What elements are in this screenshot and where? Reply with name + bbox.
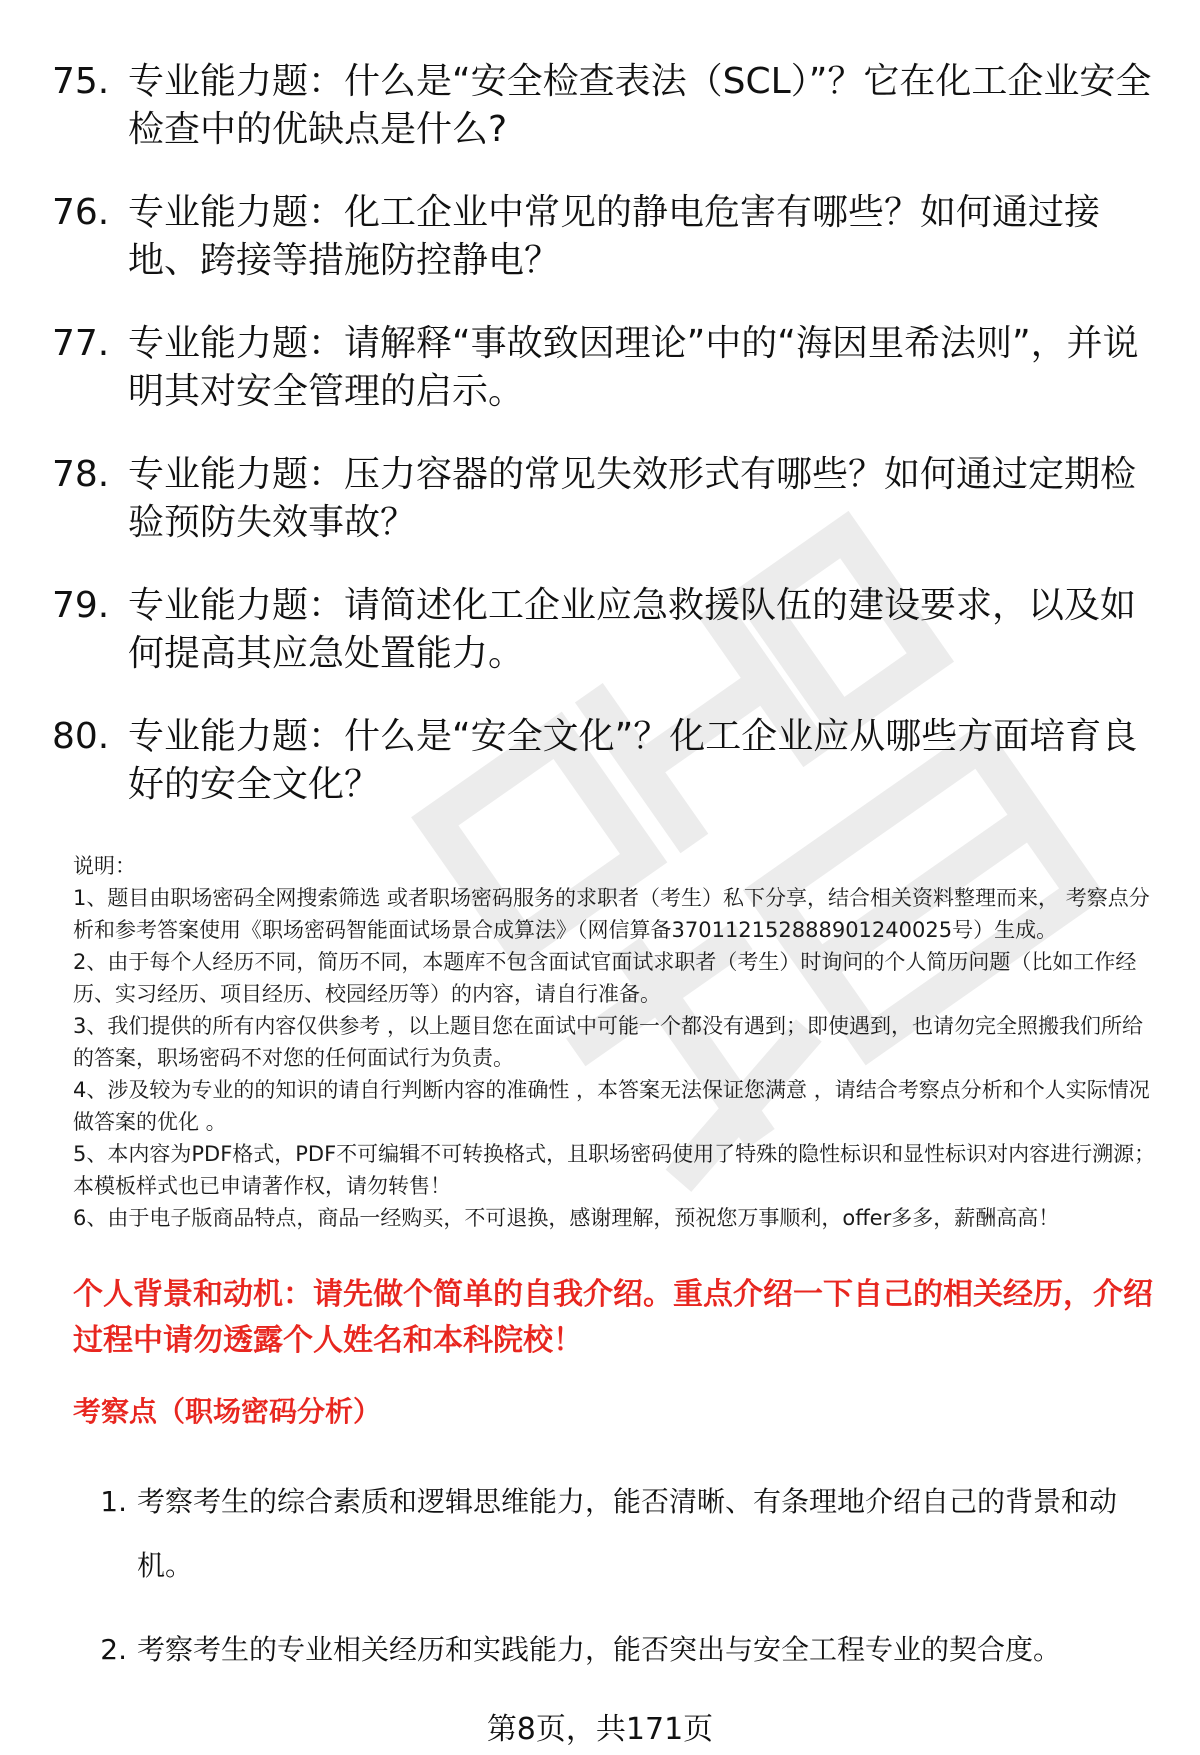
question-text: 专业能力题：压力容器的常见失效形式有哪些？如何通过定期检验预防失效事故？: [128, 454, 1137, 543]
question-text: 专业能力题：化工企业中常见的静电危害有哪些？如何通过接地、跨接等措施防控静电？: [128, 192, 1101, 281]
question-item: [52, 582, 1162, 678]
question-item: [52, 189, 1162, 285]
question-text: 专业能力题：请解释“事故致因理论”中的“海因里希法则”，并说明其对安全管理的启示。: [128, 323, 1139, 412]
note-item: 2、由于每个人经历不同，简历不同，本题库不包含面试官面试求职者（考生）时询问的个人简历问题（比如工作经历、实习经历、项目经历、校园经历等）的内容，请自行准备。: [73, 950, 1137, 1006]
analysis-item: [73, 1618, 1158, 1682]
question-text: 专业能力题：什么是“安全检查表法（SCL）”？它在化工企业安全检查中的优缺点是什么?: [128, 61, 1152, 150]
analysis-item: [73, 1470, 1158, 1598]
note-item: 5、本内容为PDF格式，PDF不可编辑不可转换格式，且职场密码使用了特殊的隐性标识和显性标识对内容进行溯源；本模板样式也已申请著作权，请勿转售！: [73, 1142, 1156, 1198]
question-number: 76.: [52, 192, 110, 233]
question-item: [52, 451, 1162, 547]
notes-block: [73, 850, 1158, 1234]
question-item: [52, 58, 1162, 154]
answer-section: [73, 1272, 1158, 1702]
question-text: 专业能力题：请简述化工企业应急救援队伍的建设要求，以及如何提高其应急处置能力。: [128, 585, 1137, 674]
note-item: 4、涉及较为专业的的知识的请自行判断内容的准确性 ，本答案无法保证您满意 ，请结合考察点分析和个人实际情况做答案的优化 。: [73, 1078, 1150, 1134]
question-number: 79.: [52, 585, 110, 626]
question-number: 78.: [52, 454, 110, 495]
question-item: [52, 320, 1162, 416]
question-number: 77.: [52, 323, 110, 364]
section-heading: 个人背景和动机：请先做个简单的自我介绍。重点介绍一下自己的相关经历，介绍过程中请勿透露个人姓名和本科院校！: [73, 1277, 1153, 1358]
analysis-text: 考察考生的综合素质和逻辑思维能力，能否清晰、有条理地介绍自己的背景和动机。: [137, 1485, 1118, 1582]
question-item: [52, 713, 1162, 809]
question-text: 专业能力题：什么是“安全文化”？化工企业应从哪些方面培育良好的安全文化？: [128, 716, 1138, 805]
analysis-list: [73, 1470, 1158, 1682]
analysis-number: 1.: [100, 1485, 127, 1518]
note-item: 1、题目由职场密码全网搜索筛选 或者职场密码服务的求职者（考生）私下分享，结合相关资料整理而来， 考察点分析和参考答案使用《职场密码智能面试场景合成算法》（网信算备370112152888901240025号）生成。: [73, 886, 1150, 942]
note-item: 3、我们提供的所有内容仅供参考 ，以上题目您在面试中可能一个都没有遇到；即使遇到，也请勿完全照搬我们所给的答案，职场密码不对您的任何面试行为负责。: [73, 1014, 1144, 1070]
notes-title: 说明：: [73, 854, 136, 878]
question-list: [52, 58, 1162, 844]
analysis-number: 2.: [100, 1633, 127, 1666]
question-number: 80.: [52, 716, 110, 757]
page-footer: 第8页，共171页: [486, 1712, 714, 1747]
question-number: 75.: [52, 61, 110, 102]
section-subheading: 考察点（职场密码分析）: [73, 1395, 382, 1428]
analysis-text: 考察考生的专业相关经历和实践能力，能否突出与安全工程专业的契合度。: [137, 1633, 1062, 1666]
note-item: 6、由于电子版商品特点，商品一经购买，不可退换，感谢理解，预祝您万事顺利，offer多多，薪酬高高！: [73, 1206, 1060, 1230]
